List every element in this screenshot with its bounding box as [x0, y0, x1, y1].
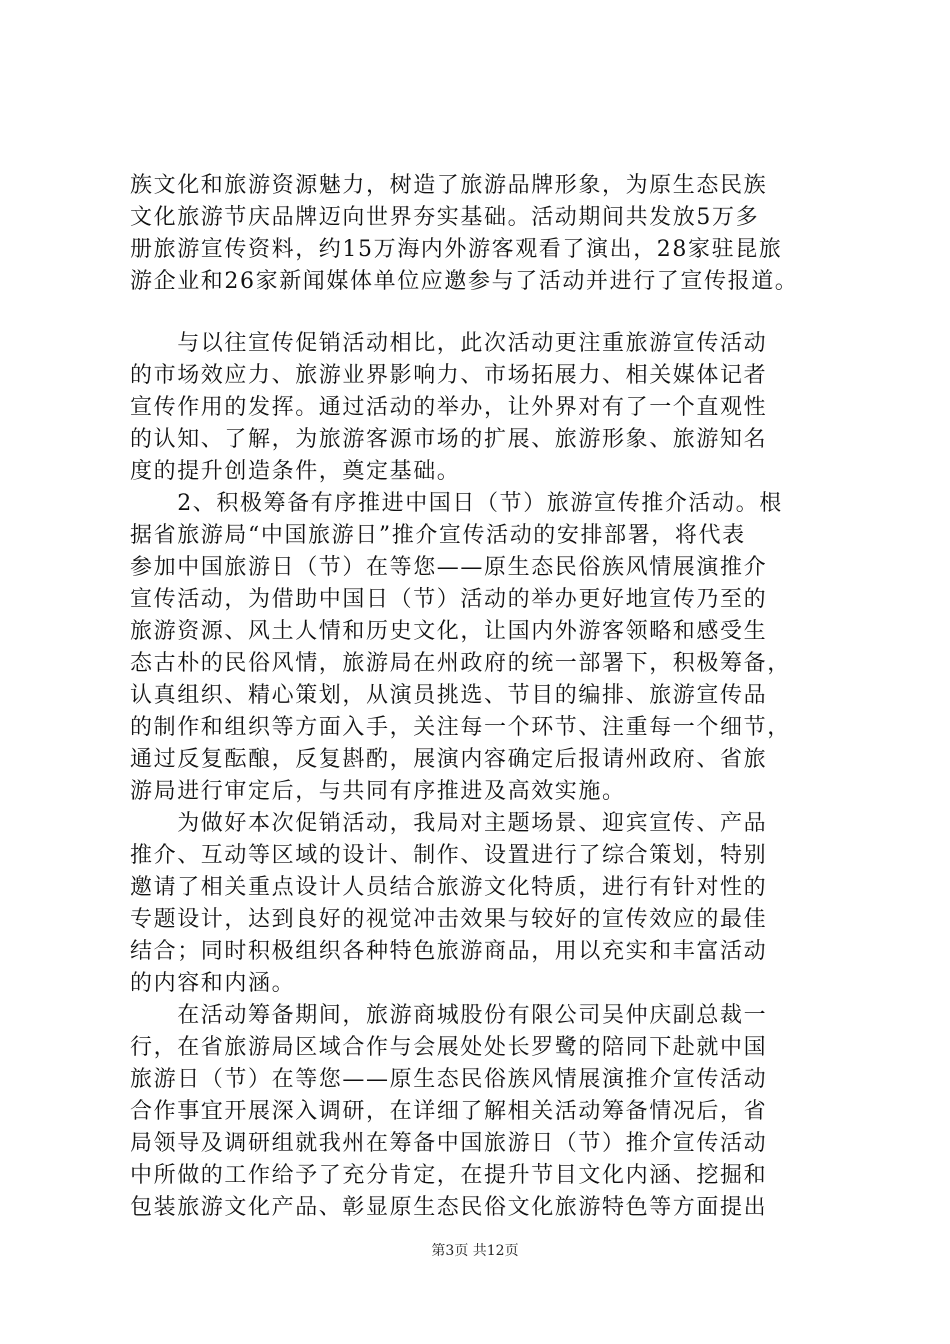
text-line: 的认知、了解，为旅游客源市场的扩展、旅游形象、旅游知名 — [130, 427, 768, 452]
text-line: 旅游资源、风土人情和历史文化，让国内外游客领略和感受生 — [130, 619, 768, 644]
text-line: 推介、互动等区域的设计、制作、设置进行了综合策划，特别 — [130, 843, 768, 868]
text-line: 与以往宣传促销活动相比，此次活动更注重旅游宣传活动 — [130, 331, 768, 356]
text-line: 在活动筹备期间，旅游商城股份有限公司吴仲庆副总裁一 — [130, 1003, 768, 1028]
text-line: 族文化和旅游资源魅力，树造了旅游品牌形象，为原生态民族 — [130, 173, 768, 198]
text-line: 据省旅游局“中国旅游日”推介宣传活动的安排部署，将代表 — [130, 523, 746, 548]
text-line: 结合；同时积极组织各种特色旅游商品，用以充实和丰富活动 — [130, 939, 768, 964]
text-line: 旅游日（节）在等您——原生态民俗族风情展演推介宣传活动 — [130, 1067, 768, 1092]
text-line: 邀请了相关重点设计人员结合旅游文化特质，进行有针对性的 — [130, 875, 768, 900]
text-line: 的市场效应力、旅游业界影响力、市场拓展力、相关媒体记者 — [130, 363, 768, 388]
text-line: 宣传作用的发挥。通过活动的举办，让外界对有了一个直观性 — [130, 395, 768, 420]
text-line: 游局进行审定后，与共同有序推进及高效实施。 — [130, 779, 626, 804]
text-line: 2、积极筹备有序推进中国日（节）旅游宣传推介活动。根 — [130, 491, 783, 516]
text-line: 认真组织、精心策划，从演员挑选、节目的编排、旅游宣传品 — [130, 683, 768, 708]
text-line: 的内容和内涵。 — [130, 971, 296, 996]
text-line: 通过反复酝酿，反复斟酌，展演内容确定后报请州政府、省旅 — [130, 747, 768, 772]
page-number: 第3页 共12页 — [431, 1243, 519, 1259]
text-line: 册旅游宣传资料，约15万海内外游客观看了演出，28家驻昆旅 — [130, 237, 783, 262]
text-line: 局领导及调研组就我州在筹备中国旅游日（节）推介宣传活动 — [130, 1131, 768, 1156]
text-line: 文化旅游节庆品牌迈向世界夯实基础。活动期间共发放5万多 — [130, 205, 760, 230]
text-line: 态古朴的民俗风情，旅游局在州政府的统一部署下，积极筹备， — [130, 651, 791, 676]
text-line: 行，在省旅游局区域合作与会展处处长罗鹭的陪同下赴就中国 — [130, 1035, 768, 1060]
text-line: 为做好本次促销活动，我局对主题场景、迎宾宣传、产品 — [130, 811, 768, 836]
text-line: 度的提升创造条件，奠定基础。 — [130, 459, 461, 484]
text-line: 专题设计，达到良好的视觉冲击效果与较好的宣传效应的最佳 — [130, 907, 768, 932]
text-line: 合作事宜开展深入调研，在详细了解相关活动筹备情况后，省 — [130, 1099, 768, 1124]
text-line: 中所做的工作给予了充分肯定，在提升节目文化内涵、挖掘和 — [130, 1163, 768, 1188]
text-line: 的制作和组织等方面入手，关注每一个环节、注重每一个细节， — [130, 715, 791, 740]
text-line: 参加中国旅游日（节）在等您——原生态民俗族风情展演推介 — [130, 555, 768, 580]
text-line: 游企业和26家新闻媒体单位应邀参与了活动并进行了宣传报道。 — [130, 269, 799, 294]
text-line: 包装旅游文化产品、彰显原生态民俗文化旅游特色等方面提出 — [130, 1195, 768, 1220]
text-line: 宣传活动，为借助中国日（节）活动的举办更好地宣传乃至的 — [130, 587, 768, 612]
